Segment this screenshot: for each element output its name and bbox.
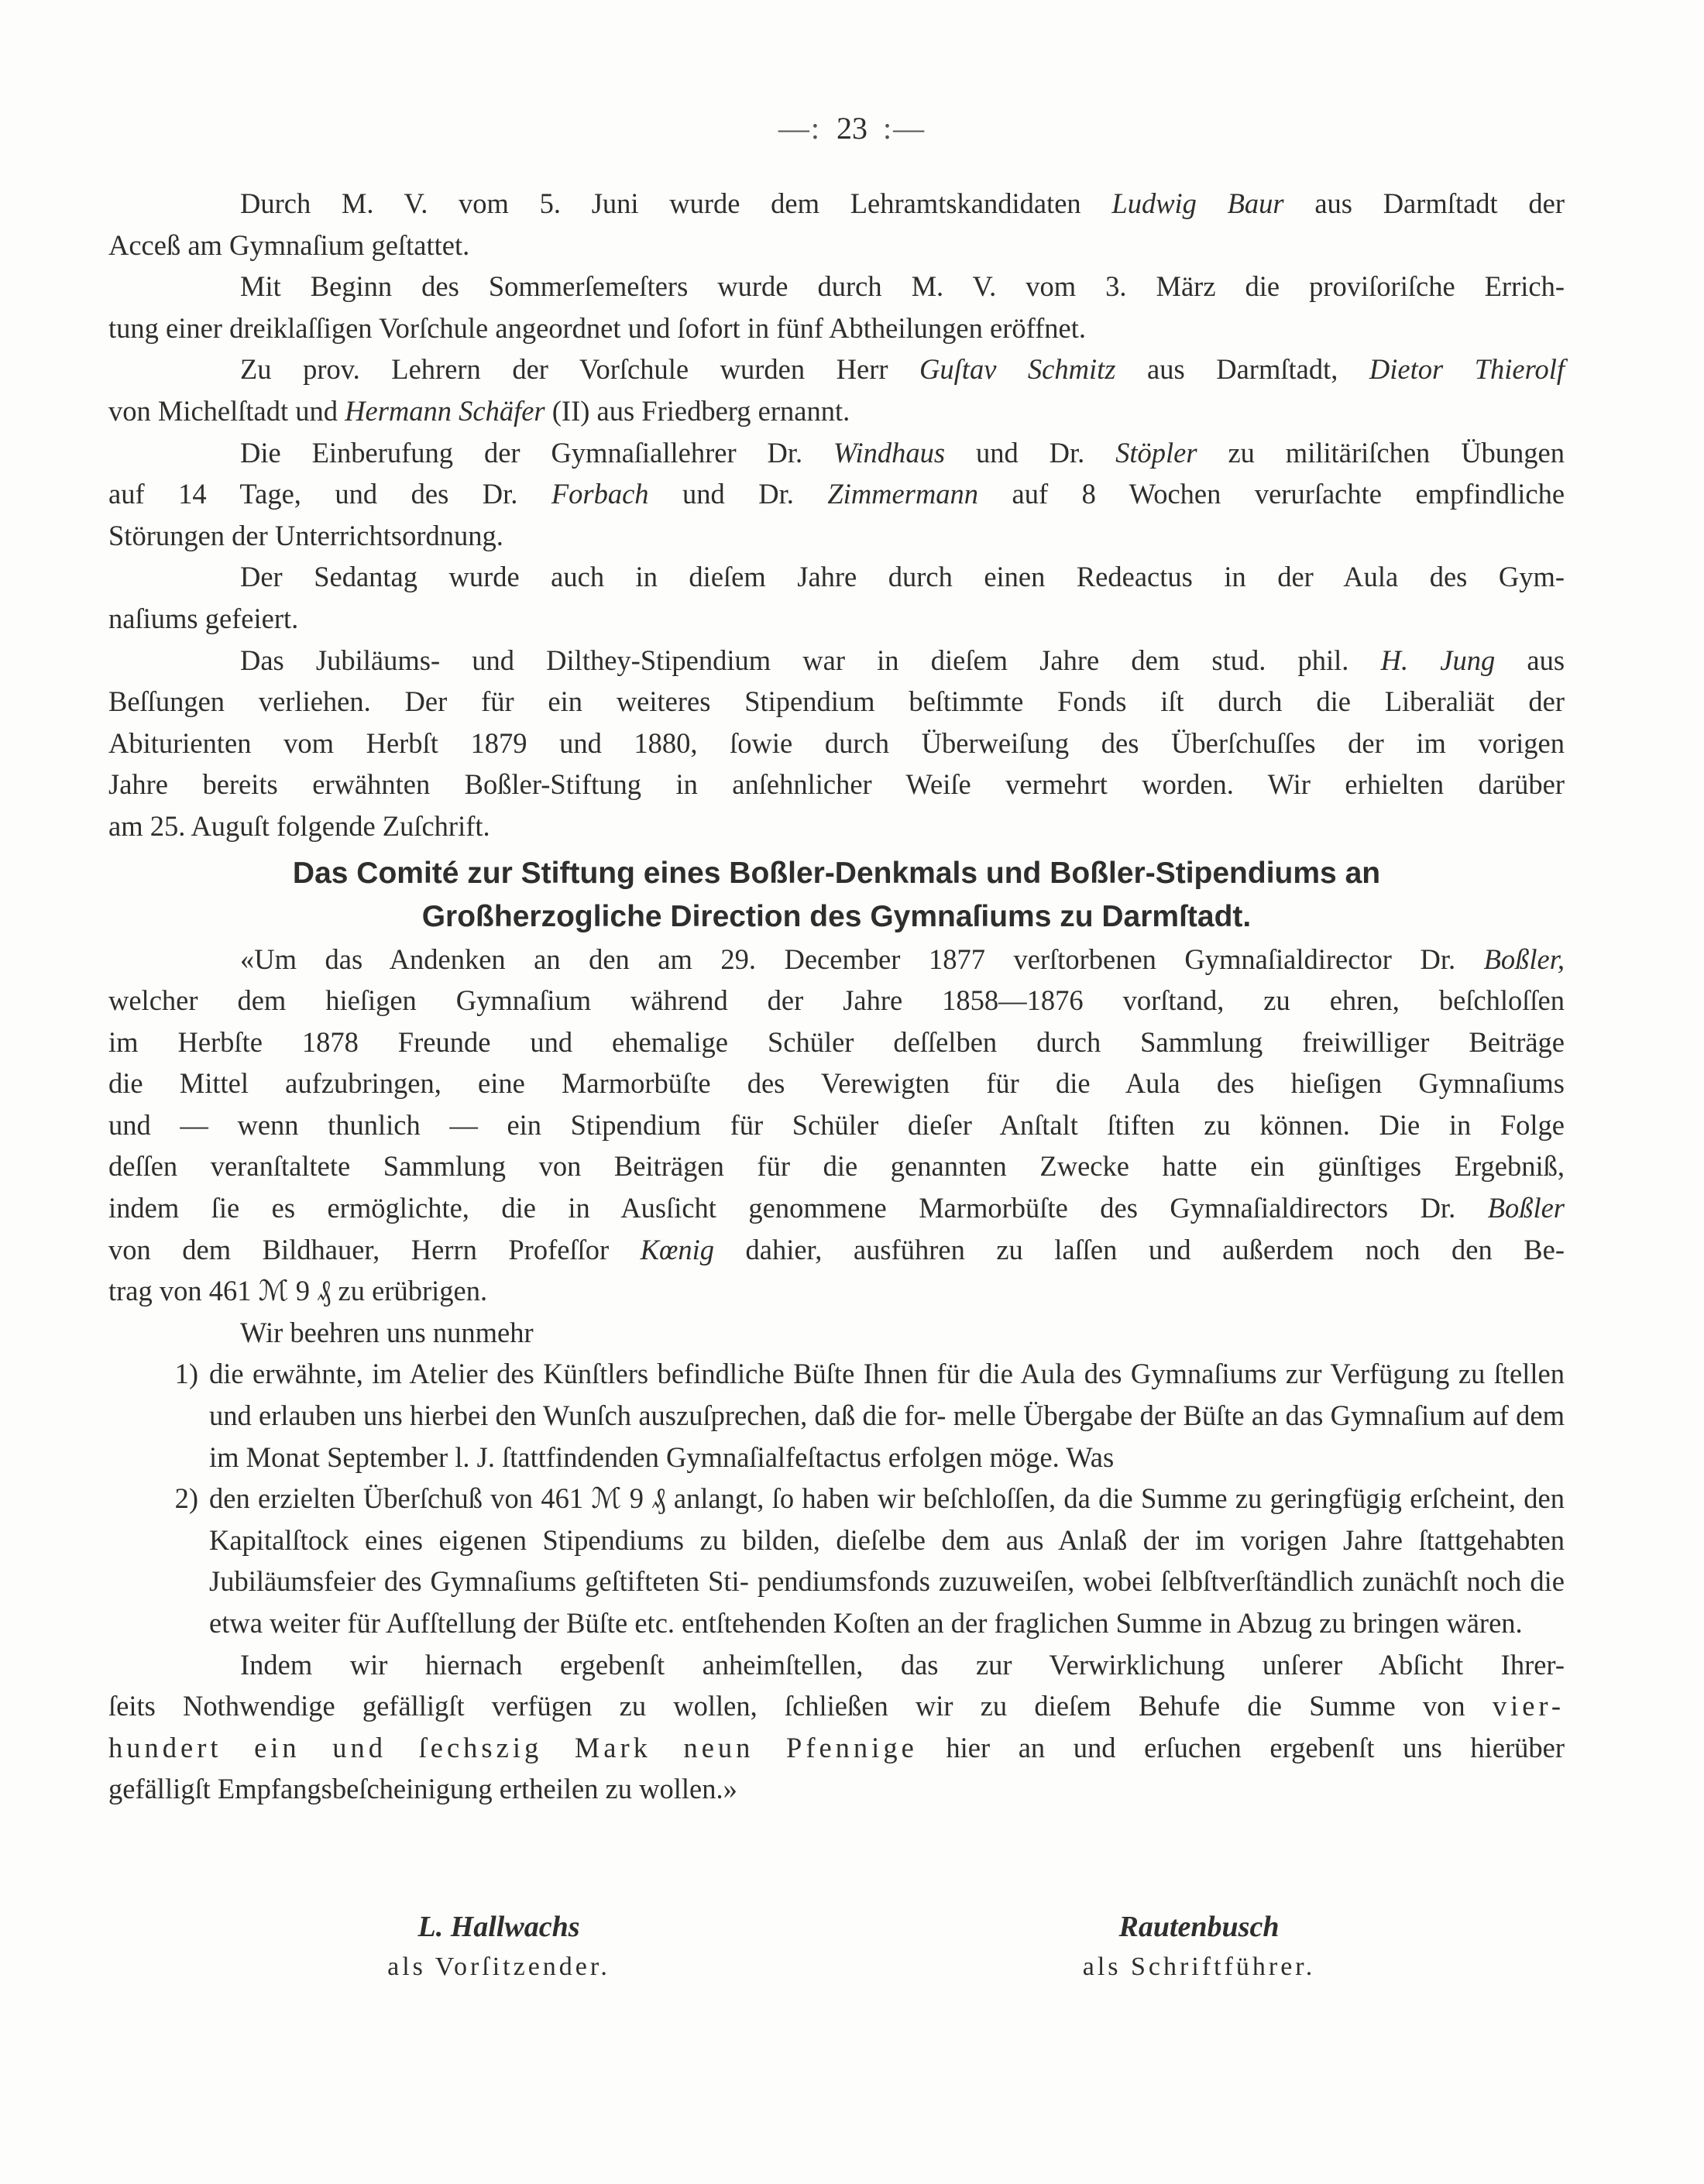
page-number-value: 23 [837,111,867,146]
page-number-dash-right: :— [883,111,926,146]
paragraph-einberufung-line3: Störungen der Unterrichtsordnung. [108,519,503,551]
text: aus [1495,644,1565,676]
paragraph-vorschule-line2: tung einer dreiklaſſigen Vorſchule angeordnet und ſofort in fünf Abtheilungen eröffnet. [108,311,1086,344]
text: von Michelſtadt und [108,394,345,427]
person-name: H. Jung [1380,644,1496,676]
signature-name: L. Hallwachs [417,1911,580,1943]
letter-paragraph-1-line4: die Mittel aufzubringen, eine Marmorbüſte des Verewigten für die Aula des hieſigen Gymnaſiums [108,1067,1565,1100]
letter-paragraph-1-line2: welcher dem hieſigen Gymnaſium während der Jahre 1858—1876 vorſtand, zu ehren, beſchloſſen [108,984,1565,1017]
text: aus Darmſtadt der [1283,187,1565,219]
page-body [108,183,1565,1810]
list-item [108,1478,1565,1643]
letter-paragraph-3-line2 [108,1685,1565,1727]
text: und Dr. [945,436,1116,469]
text: (II) aus Friedberg ernannt. [545,394,850,427]
signature-role: als Schriftführer. [1082,1952,1316,1981]
person-name: Boßler, [1483,943,1565,975]
paragraph-einberufung-line2 [108,473,1565,515]
text: aus Darmſtadt, [1115,353,1369,386]
person-name: Zimmermann [827,478,979,510]
person-name: Hermann Schäfer [345,394,545,427]
paragraph-stipendium-line2: Beſſungen verliehen. Der für ein weiteres Stipendium beſtimmte Fonds iſt durch die Liberaliät der [108,685,1565,718]
letter-paragraph-1-line8 [108,1229,1565,1271]
paragraph-baur [108,183,1565,225]
letter-paragraph-1-line3: im Herbſte 1878 Freunde und ehemalige Schüler deſſelben durch Sammlung freiwilliger Beiträge [108,1025,1565,1058]
text: zu militäriſchen Übungen [1197,436,1565,469]
text: dahier, ausführen zu laſſen und außerdem noch den Be- [714,1233,1565,1265]
list-item-number: 2) [174,1482,198,1515]
text: indem ſie es ermöglichte, die in Ausſicht genommene Marmorbüſte des Gymnaſialdirectors Dr. [108,1192,1488,1224]
list-item-number: 1) [174,1358,198,1390]
letter-heading-line1: Das Comité zur Stiftung eines Boßler-Denkmals und Boßler-Stipendiums an [292,856,1381,890]
page-number-dash-left: —: [778,111,821,146]
letter-paragraph-1-line6: deſſen veranſtaltete Sammlung von Beiträgen für die genannten Zwecke hatte ein günſtiges Ergebniß, [108,1150,1565,1183]
person-name: Forbach [551,478,649,510]
text: hier an und erſuchen ergebenſt uns hierüber [917,1731,1565,1763]
signature-role: als Vorſitzender. [387,1952,610,1981]
text: von dem Bildhauer, Herrn Profeſſor [108,1233,641,1265]
list-item-text: die erwähnte, im Atelier des Künſtlers befindliche Büſte Ihnen für die Aula des Gymnaſiums zur Verfügung zu ſtellen und erlauben uns hierbei den Wunſch auszuſprechen, daß die for- melle Übergabe der Büſte an das Gymnaſium auf dem im Monat September l. J. ſtattfindenden Gymnaſialfeſtactus erfolgen möge. Was [209,1358,1565,1473]
text: Die Einberufung der Gymnaſiallehrer Dr. [240,436,834,469]
person-name: Guſtav Schmitz [919,353,1116,386]
letter-heading [108,852,1565,939]
paragraph-baur-line2: Acceß am Gymnaſium geſtattet. [108,228,470,261]
text: Zu prov. Lehrern der Vorſchule wurden Herr [240,353,920,386]
text: auf 14 Tage, und des Dr. [108,478,551,510]
paragraph-sedantag-line2: naſiums gefeiert. [108,602,299,634]
text: auf 8 Wochen verurſachte empfindliche [978,478,1565,510]
spaced-text: vier- [1492,1690,1565,1722]
text: ſeits Nothwendige gefälligſt verfügen zu wollen, ſchließen wir zu dieſem Behufe die Summe von [108,1690,1493,1722]
paragraph-stipendium-line4: Jahre bereits erwähnten Boßler-Stiftung in anſehnlicher Weiſe vermehrt worden. Wir erhielten darüber [108,768,1565,801]
text: Durch M. V. vom 5. Juni wurde dem Lehramtskandidaten [240,187,1112,219]
text: und Dr. [648,478,828,510]
list-item-text: den erzielten Überſchuß von 461 ℳ 9 ₰ anlangt, ſo haben wir beſchloſſen, da die Summe zu geringfügig erſcheint, den Kapitalſtock eines eigenen Stipendiums zu bilden, dieſelbe dem aus Anlaß der im vorigen Jahre ſtattgehabten Jubiläumsfeier des Gymnaſiums geſtifteten Sti- pendiumsfonds zuzuweiſen, wobei ſelbſtverſtändlich zunächſt noch die etwa weiter für Aufſtellung der Büſte etc. entſtehenden Koſten an der fraglichen Summe in Abzug zu bringen wären. [209,1482,1565,1639]
paragraph-lehrer [108,349,1565,390]
letter-paragraph-2: Wir beehren uns nunmehr [240,1316,534,1348]
text: «Um das Andenken an den am 29. December 1877 verſtorbenen Gymnaſialdirector Dr. [240,943,1484,975]
paragraph-stipendium-line3: Abiturienten vom Herbſt 1879 und 1880, ſowie durch Überweiſung des Überſchuſſes der im vorigen [108,726,1565,759]
person-name: Kœnig [640,1233,714,1265]
letter-paragraph-3: Indem wir hiernach ergebenſt anheimſtellen, das zur Verwirklichung unſerer Abſicht Ihrer- [240,1648,1565,1681]
signature-chairman [305,1907,692,1987]
signature-name: Rautenbusch [1118,1911,1280,1943]
paragraph-sedantag: Der Sedantag wurde auch in dieſem Jahre durch einen Redeactus in der Aula des Gym- [240,561,1565,593]
paragraph-einberufung [108,432,1565,474]
letter-heading-line2: Großherzogliche Direction des Gymnaſiums zu Darmſtadt. [421,899,1252,933]
paragraph-stipendium-line5: am 25. Auguſt folgende Zuſchrift. [108,809,490,842]
letter-paragraph-3-line3 [108,1727,1565,1769]
letter-paragraph-1-line9: trag von 461 ℳ 9 ₰ zu erübrigen. [108,1275,488,1307]
list-item [108,1353,1565,1478]
letter-paragraph-3-line4: gefälligſt Empfangsbeſcheinigung ertheilen zu wollen.» [108,1773,737,1805]
person-name: Windhaus [833,436,946,469]
paragraph-vorschule: Mit Beginn des Sommerſemeſters wurde durch M. V. vom 3. März die proviſoriſche Errich- [240,270,1565,303]
text: Das Jubiläums- und Dilthey-Stipendium war in dieſem Jahre dem stud. phil. [240,644,1381,676]
person-name: Dietor Thierolf [1369,353,1565,386]
paragraph-stipendium [108,640,1565,682]
person-name: Boßler [1487,1192,1565,1224]
letter-paragraph-1-line5: und — wenn thunlich — ein Stipendium für Schüler dieſer Anſtalt ſtiften zu können. Die in Folge [108,1108,1565,1141]
letter-paragraph-1 [108,939,1565,980]
signature-secretary [1005,1907,1393,1987]
letter-paragraph-1-line7 [108,1187,1565,1229]
page-number [0,110,1704,146]
person-name: Ludwig Baur [1111,187,1284,219]
paragraph-lehrer-line2 [108,390,1565,432]
spaced-text: hundert ein und ſechszig Mark neun Pfennige [108,1731,918,1763]
person-name: Stöpler [1115,436,1197,469]
